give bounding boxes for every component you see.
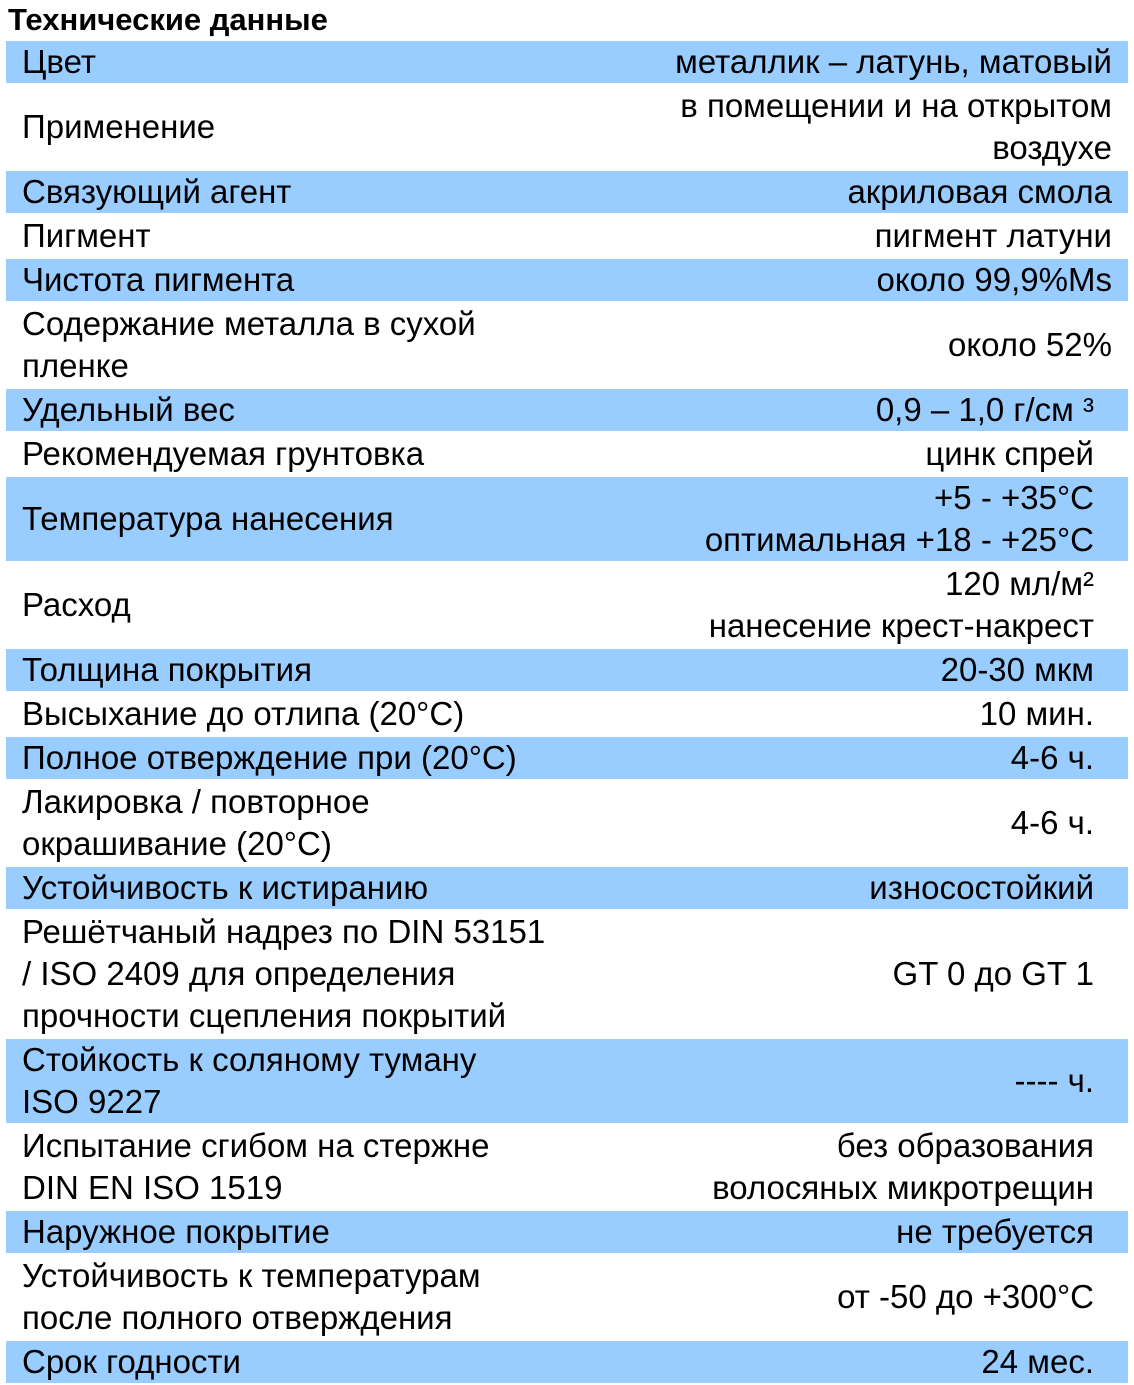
- table-row: [6, 41, 1128, 85]
- table-row: [6, 781, 1128, 867]
- row-label: Устойчивость к температурам после полного отверждения: [22, 1257, 481, 1336]
- table-row: [6, 693, 1128, 737]
- row-label: Удельный вес: [22, 391, 235, 428]
- row-value: 24 мес.: [981, 1343, 1094, 1380]
- row-label: Цвет: [22, 43, 96, 80]
- table-row: [6, 867, 1128, 911]
- table-row: [6, 85, 1128, 171]
- row-label: Расход: [22, 586, 131, 623]
- row-value: 120 мл/м² нанесение крест-накрест: [708, 565, 1094, 644]
- table-row: [6, 1211, 1128, 1255]
- table-row: [6, 303, 1128, 389]
- row-value: 10 мин.: [979, 695, 1094, 732]
- row-value: цинк спрей: [925, 435, 1094, 472]
- row-label: Испытание сгибом на стержне DIN EN ISO 1519: [22, 1127, 490, 1206]
- row-value: 4-6 ч.: [1010, 739, 1094, 776]
- table-row: [6, 649, 1128, 693]
- row-value: металлик – латунь, матовый: [675, 43, 1112, 80]
- row-value: износостойкий: [869, 869, 1094, 906]
- row-label: Стойкость к соляному туману ISO 9227: [22, 1041, 477, 1120]
- table-row: [6, 1255, 1128, 1341]
- row-label: Связующий агент: [22, 173, 292, 210]
- row-value: ---- ч.: [1014, 1062, 1094, 1099]
- row-value: 4-6 ч.: [1010, 804, 1094, 841]
- row-value: акриловая смола: [847, 173, 1112, 210]
- row-label: Рекомендуемая грунтовка: [22, 435, 425, 472]
- row-label: Лакировка / повторное окрашивание (20°C): [22, 783, 370, 862]
- table-row: [6, 737, 1128, 781]
- row-label: Наружное покрытие: [22, 1213, 330, 1250]
- row-label: Решётчаный надрез по DIN 53151 / ISO 2409 для определения прочности сцепления покрытий: [22, 913, 546, 1034]
- row-value: 0,9 – 1,0 г/см ³: [875, 391, 1094, 428]
- tech-data-table: [6, 41, 1128, 1385]
- row-label: Толщина покрытия: [22, 651, 312, 688]
- table-row: [6, 1125, 1128, 1211]
- row-value: +5 - +35°C оптимальная +18 - +25°C: [704, 479, 1094, 558]
- table-row: [6, 1341, 1128, 1385]
- row-value: 20-30 мкм: [940, 651, 1094, 688]
- table-row: [6, 563, 1128, 649]
- table-row: [6, 1039, 1128, 1125]
- row-value: около 52%: [948, 326, 1112, 363]
- row-label: Высыхание до отлипа (20°C): [22, 695, 465, 732]
- table-row: [6, 259, 1128, 303]
- row-label: Применение: [22, 108, 216, 145]
- row-value: GT 0 до GT 1: [892, 955, 1094, 992]
- row-label: Чистота пигмента: [22, 261, 295, 298]
- table-row: [6, 477, 1128, 563]
- row-value: в помещении и на открытом воздухе: [680, 87, 1112, 166]
- row-label: Температура нанесения: [22, 500, 394, 537]
- row-label: Содержание металла в сухой пленке: [22, 305, 476, 384]
- row-value: без образования волосяных микротрещин: [712, 1127, 1094, 1206]
- table-row: [6, 911, 1128, 1039]
- page-title: Технические данные: [8, 2, 328, 37]
- row-value: не требуется: [896, 1213, 1094, 1250]
- table-row: [6, 171, 1128, 215]
- table-row: [6, 433, 1128, 477]
- row-label: Полное отверждение при (20°C): [22, 739, 517, 776]
- table-row: [6, 389, 1128, 433]
- row-label: Срок годности: [22, 1343, 241, 1380]
- row-label: Устойчивость к истиранию: [22, 869, 429, 906]
- row-value: около 99,9%Ms: [876, 261, 1112, 298]
- row-value: пигмент латуни: [874, 217, 1112, 254]
- row-label: Пигмент: [22, 217, 151, 254]
- row-value: от -50 до +300°C: [837, 1278, 1094, 1315]
- table-row: [6, 215, 1128, 259]
